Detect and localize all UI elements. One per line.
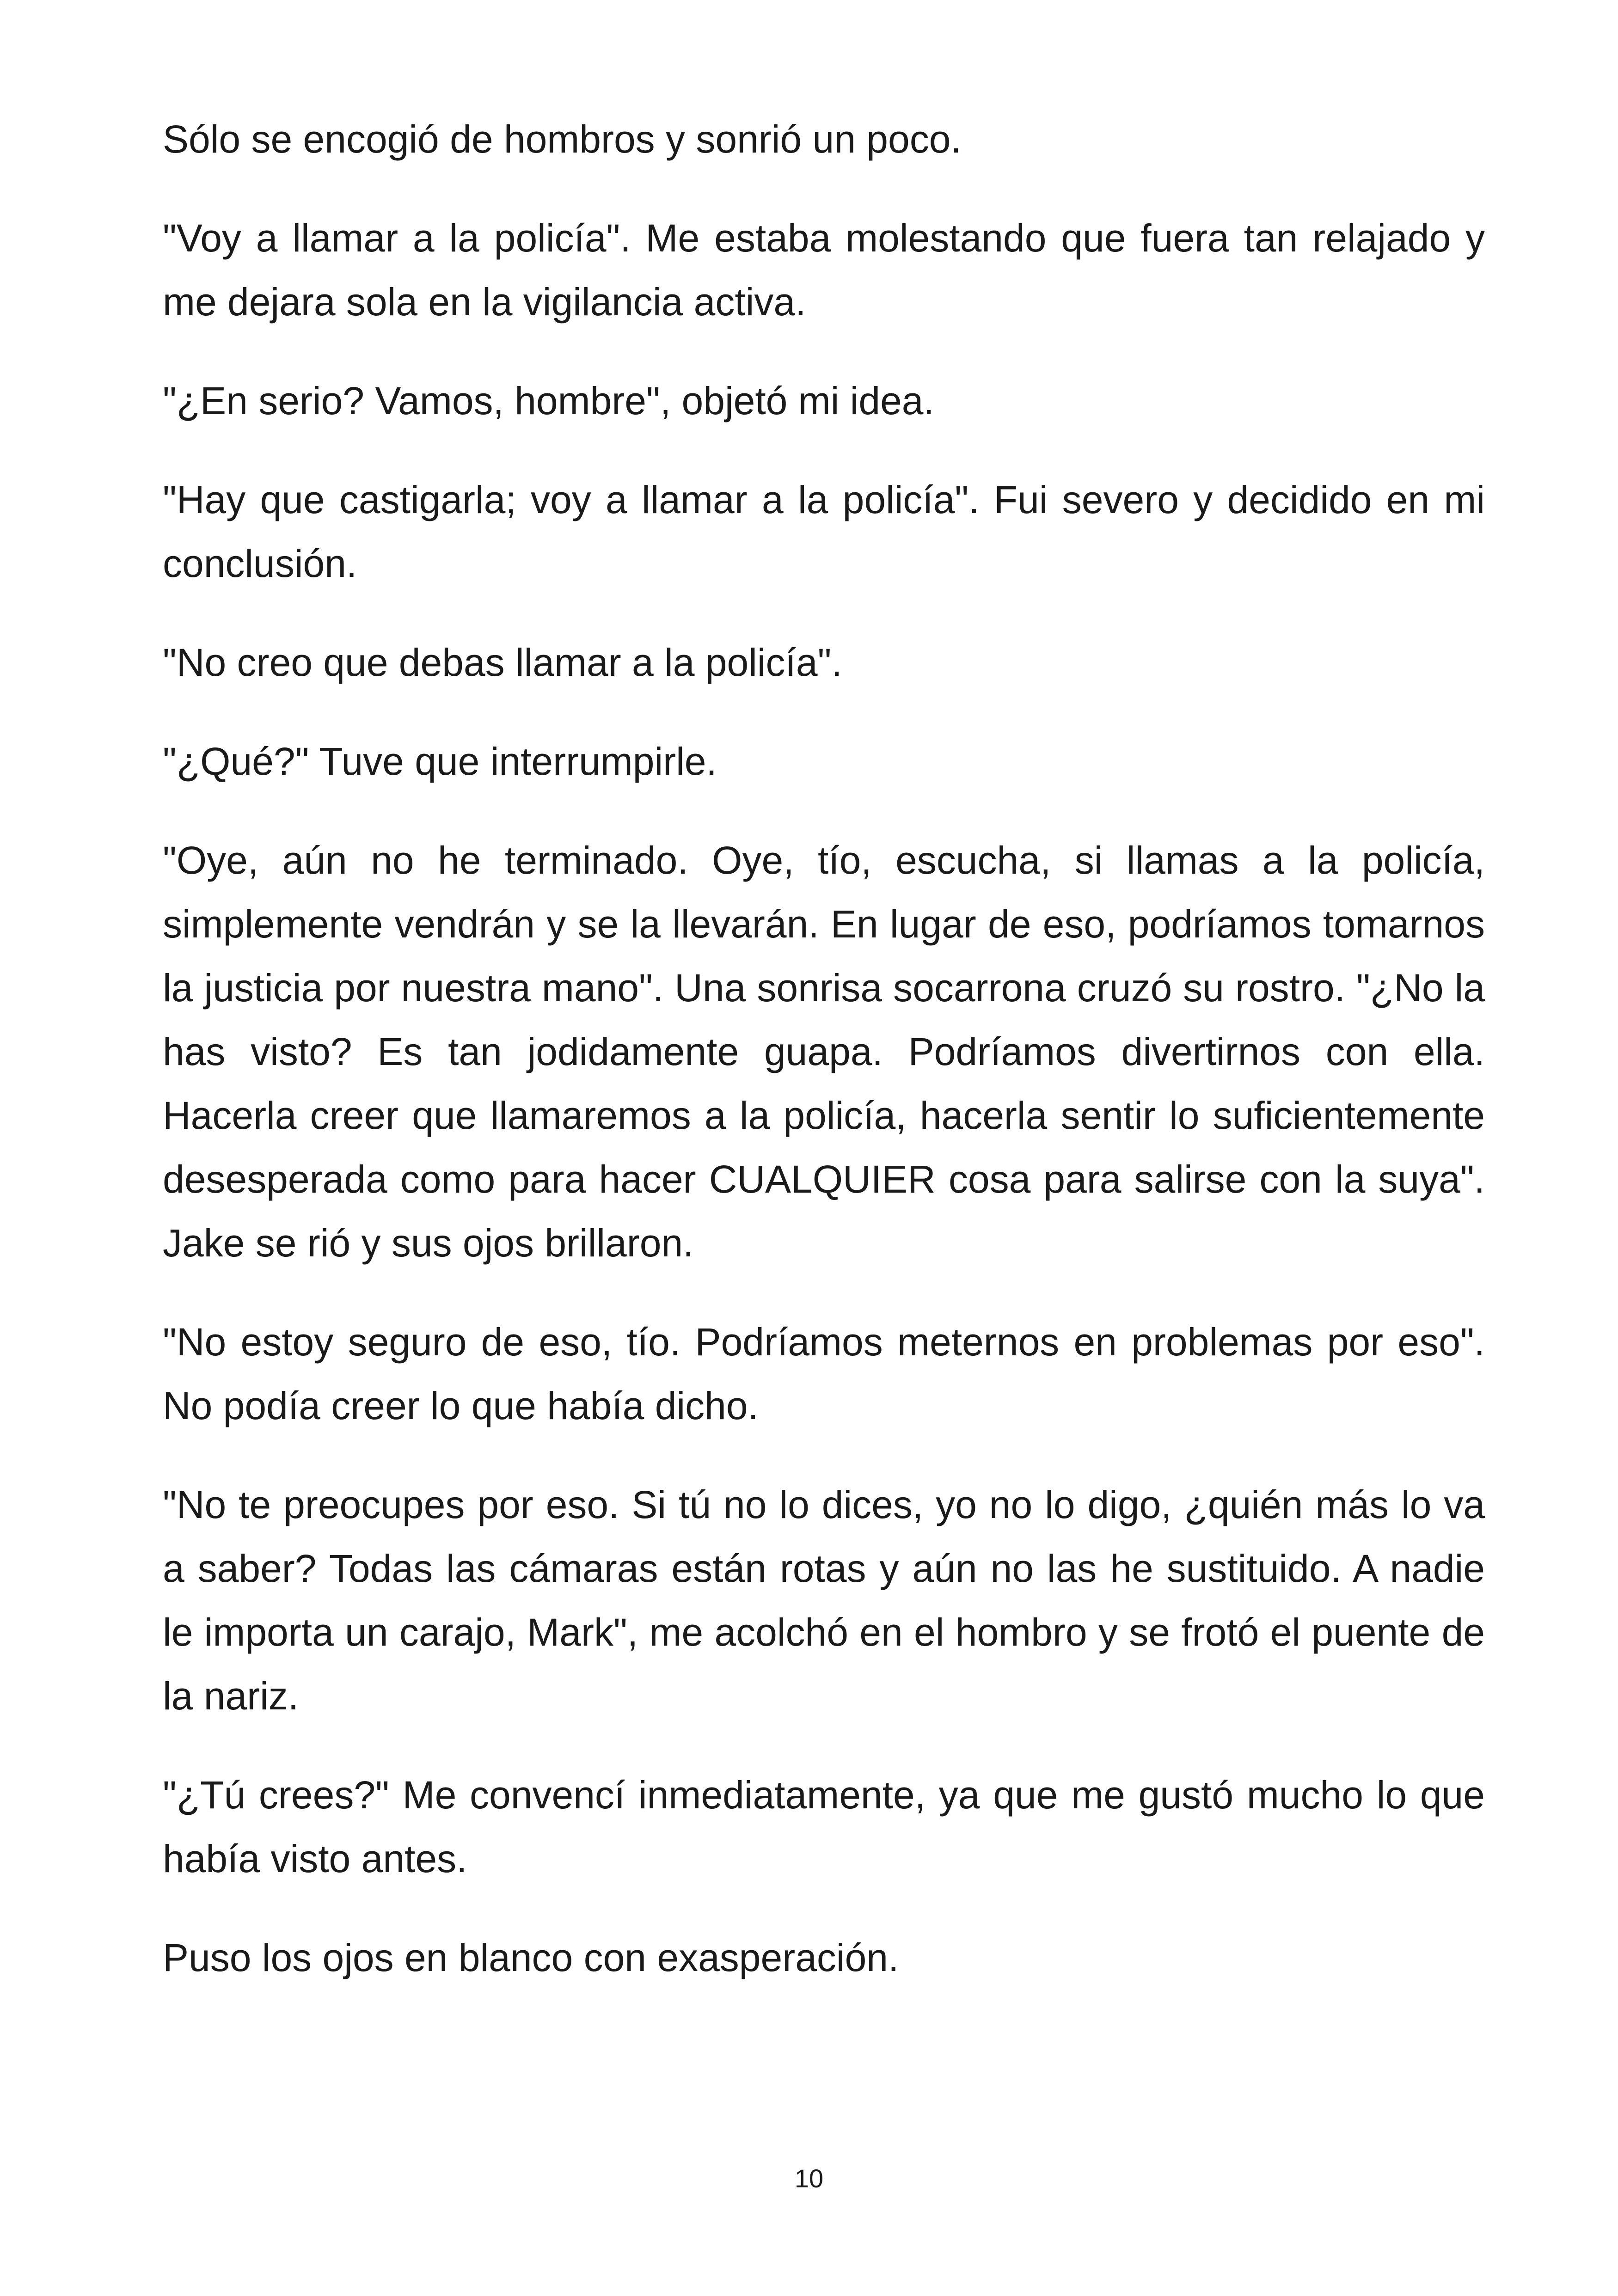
paragraph: "Hay que castigarla; voy a llamar a la policía". Fui severo y decidido en mi conclusión.	[163, 478, 1485, 585]
paragraph: "Oye, aún no he terminado. Oye, tío, escucha, si llamas a la policía, simplemente vendrán y se la llevarán. En lugar de eso, podríamos tomarnos la justicia por nuestra mano". Una sonrisa socarrona cruzó su rostro. "¿No la has visto? Es tan jodidamente guapa. Podríamos divertirnos con ella. Hacerla creer que llamaremos a la policía, hacerla sentir lo suficientemente desesperada como para hacer CUALQUIER cosa para salirse con la suya". Jake se rió y sus ojos brillaron.	[163, 839, 1485, 1265]
paragraph: "No te preocupes por eso. Si tú no lo dices, yo no lo digo, ¿quién más lo va a saber? Todas las cámaras están rotas y aún no las he sustituido. A nadie le importa un carajo, Mark", me acolchó en el hombro y se frotó el puente de la nariz.	[163, 1483, 1485, 1718]
body-text	[163, 107, 1485, 2025]
paragraph: "No estoy seguro de eso, tío. Podríamos meternos en problemas por eso". No podía creer lo que había dicho.	[163, 1320, 1485, 1427]
paragraph: "¿Tú crees?" Me convencí inmediatamente, ya que me gustó mucho lo que había visto antes.	[163, 1773, 1485, 1880]
paragraph: "Voy a llamar a la policía". Me estaba molestando que fuera tan relajado y me dejara sola en la vigilancia activa.	[163, 216, 1485, 324]
paragraph: "¿En serio? Vamos, hombre", objetó mi idea.	[163, 379, 934, 422]
paragraph: Sólo se encogió de hombros y sonrió un poco.	[163, 117, 962, 161]
page-number: 10	[794, 2164, 824, 2193]
paragraph: "No creo que debas llamar a la policía".	[163, 641, 842, 684]
paragraph: "¿Qué?" Tuve que interrumpirle.	[163, 740, 717, 783]
paragraph: Puso los ojos en blanco con exasperación.	[163, 1936, 899, 1979]
